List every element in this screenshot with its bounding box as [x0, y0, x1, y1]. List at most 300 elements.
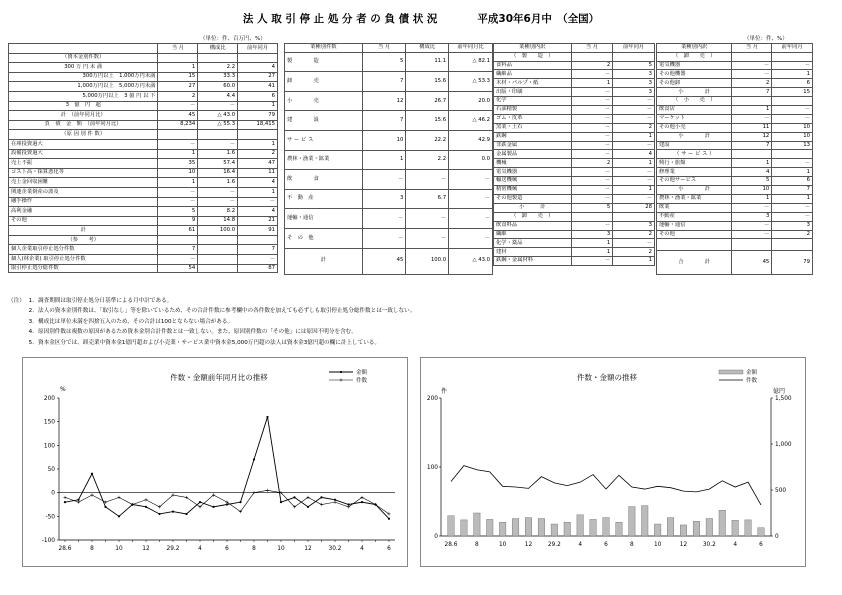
bar-amount: [745, 520, 752, 536]
row-label: （ 卸 売 ）: [657, 52, 732, 61]
row-label: 合 計: [657, 251, 732, 275]
current-value: －: [571, 132, 613, 141]
row-value: 8,234: [158, 120, 198, 130]
table-row: [9, 72, 278, 82]
column-header: 構成比: [198, 44, 238, 54]
row-value: －: [198, 101, 238, 111]
row-label: 融手操作: [9, 197, 158, 207]
row-label: 1,000万円以上 5,000万円未満: [9, 82, 158, 92]
y-tick-label: 200: [43, 396, 55, 402]
column-header: 前年同月: [238, 44, 278, 54]
previous-value: －: [613, 106, 655, 115]
row-label: 金属製品: [494, 150, 572, 159]
row-value: 87: [238, 264, 278, 273]
previous-value: 4: [613, 150, 655, 159]
bar-amount: [616, 522, 623, 536]
row-label: 関連企業倒産の波及: [9, 187, 158, 197]
bar-amount: [474, 513, 481, 536]
table-row: [9, 82, 278, 92]
row-label: 興行・旅館: [657, 159, 732, 168]
current-value: 2: [732, 79, 772, 88]
previous-value: 28: [613, 203, 655, 212]
current-value: 3: [362, 189, 406, 209]
yoy-line-chart: [23, 358, 407, 566]
row-label: 個人(林企業) 取引停止処分件数: [9, 255, 158, 265]
table-row: [657, 106, 813, 115]
industry-label: 卸 売: [285, 72, 363, 92]
table-row: [494, 97, 655, 106]
table-row: [9, 178, 278, 188]
row-label: 化学: [494, 97, 572, 106]
industry-label: 製 造: [285, 52, 363, 72]
current-value: －: [571, 186, 613, 195]
row-label: （原 因 別 件 数）: [9, 130, 158, 140]
data-point-amount: [199, 501, 201, 503]
row-label: 精密機械: [494, 186, 572, 195]
previous-value: －: [613, 239, 655, 248]
legend-label: 金額: [356, 370, 368, 376]
x-tick-label: 12: [524, 542, 533, 548]
previous-value: 1: [613, 257, 655, 266]
row-value: 4: [238, 63, 278, 73]
row-value: 1.6: [198, 178, 238, 188]
table-row: [285, 91, 493, 111]
previous-value: －: [772, 106, 813, 115]
column-header: 前年同月: [613, 44, 655, 53]
table-row: [657, 239, 813, 251]
row-label: 運輸・通信: [657, 221, 732, 230]
yoy-value: △ 82.1: [449, 52, 493, 72]
bar-amount: [499, 522, 506, 536]
x-tick-label: 8: [474, 542, 479, 548]
row-value: 1.6: [198, 149, 238, 159]
table-row: [9, 207, 278, 217]
column-header: 業種別内訳: [657, 44, 732, 53]
data-point-count: [117, 496, 120, 499]
current-value: 45: [362, 248, 406, 274]
data-point-amount: [280, 501, 282, 503]
column-header: 当 月: [571, 44, 613, 53]
current-value: 1: [732, 194, 772, 203]
ratio-value: 15.6: [406, 72, 449, 92]
industry-label: 農林・漁業・鉱業: [285, 150, 363, 170]
row-value: [198, 264, 238, 273]
table-row: [494, 248, 655, 257]
row-label: 5,000万円以上 3 億 円 以 下: [9, 91, 158, 101]
row-value: －: [158, 101, 198, 111]
row-label: 石油精製: [494, 106, 572, 115]
bar-amount: [551, 524, 558, 536]
table-row: [494, 52, 655, 61]
x-tick-label: 28.6: [444, 542, 458, 548]
row-label: その他小売: [657, 123, 732, 132]
legend-swatch: [719, 370, 743, 374]
row-value: 1: [158, 63, 198, 73]
row-label: 計: [9, 226, 158, 236]
previous-value: 3: [613, 70, 655, 79]
current-value: －: [362, 209, 406, 229]
table-row: [9, 255, 278, 265]
current-value: －: [732, 230, 772, 239]
bar-amount: [538, 519, 545, 536]
row-label: （ 卸 売 ）: [494, 212, 572, 221]
row-label: 建材: [494, 248, 572, 257]
row-value: 35: [158, 159, 198, 169]
current-value: －: [571, 106, 613, 115]
data-point-amount: [172, 511, 174, 513]
row-label: 不動産: [657, 212, 732, 221]
row-value: 4: [238, 178, 278, 188]
yoy-value: △ 53.3: [449, 72, 493, 92]
data-point-amount: [185, 513, 187, 515]
table-row: [494, 114, 655, 123]
current-value: 45: [732, 251, 772, 275]
previous-value: [772, 97, 813, 106]
header-row: [9, 44, 278, 54]
current-value: 1: [732, 106, 772, 115]
industry-breakdown-table-1: [493, 43, 655, 266]
previous-value: 13: [772, 141, 813, 150]
column-header: 業種別内訳: [494, 44, 572, 53]
data-point-count: [333, 501, 336, 504]
previous-value: [772, 150, 813, 159]
row-label: 建設: [657, 141, 732, 150]
header-row: [657, 44, 813, 53]
previous-value: 2: [772, 230, 813, 239]
y-tick-label: 150: [43, 419, 55, 426]
row-value: [238, 235, 278, 245]
industry-breakdown-table-2: [656, 43, 813, 275]
column-header: 前年同月: [772, 44, 813, 53]
table-row: [494, 239, 655, 248]
industry-label: 運輸・通信: [285, 209, 363, 229]
ratio-value: 6.7: [406, 189, 449, 209]
current-value: －: [571, 257, 613, 266]
previous-value: 2: [613, 123, 655, 132]
row-label: 売上金回収困難: [9, 178, 158, 188]
column-header: 構成比: [406, 44, 449, 53]
x-tick-label: 28.6: [58, 546, 72, 552]
y2-tick-label: 500: [775, 488, 787, 494]
row-value: 6: [238, 91, 278, 101]
table-row: [9, 63, 278, 73]
row-value: 45: [158, 111, 198, 121]
current-value: －: [571, 194, 613, 203]
data-point-amount: [388, 518, 390, 520]
current-value: －: [732, 203, 772, 212]
previous-value: －: [613, 114, 655, 123]
row-label: 電気機器: [494, 168, 572, 177]
table-row: [494, 88, 655, 97]
current-value: －: [571, 221, 613, 230]
yoy-chart-box: [22, 357, 408, 567]
table-row: [494, 186, 655, 195]
table-row: [494, 61, 655, 70]
current-value: 3: [571, 230, 613, 239]
data-point-amount: [91, 473, 93, 475]
table-row: [494, 70, 655, 79]
current-value: －: [732, 221, 772, 230]
table-row: [657, 132, 813, 141]
x-tick-label: 4: [733, 542, 738, 548]
current-value: －: [571, 141, 613, 150]
row-value: 79: [238, 111, 278, 121]
current-value: －: [362, 170, 406, 190]
table-row: [285, 52, 493, 72]
row-value: 18,415: [238, 120, 278, 130]
row-label: 窯業・土石: [494, 123, 572, 132]
table-row: [285, 72, 493, 92]
row-value: [198, 53, 238, 63]
current-value: 12: [362, 91, 406, 111]
row-value: 2: [158, 91, 198, 101]
table-row: [494, 106, 655, 115]
row-value: 33.3: [198, 72, 238, 82]
x-tick-label: 10: [115, 546, 123, 552]
trend-chart-box: [420, 357, 806, 567]
table-row: [657, 168, 813, 177]
row-value: 1: [238, 139, 278, 149]
table-row: [9, 53, 278, 63]
previous-value: 3: [772, 221, 813, 230]
row-value: 7: [158, 245, 198, 255]
previous-value: 3: [613, 88, 655, 97]
y2-axis-label: 億円: [773, 388, 786, 395]
row-label: 小 計: [657, 186, 732, 195]
industry-label: 飲 食: [285, 170, 363, 190]
table-row: [494, 177, 655, 186]
previous-value: 6: [772, 177, 813, 186]
previous-value: 79: [772, 251, 813, 275]
chart-title: 件数・金額の推移: [577, 373, 637, 382]
row-value: [198, 255, 238, 265]
table-row: [657, 70, 813, 79]
data-point-amount: [158, 513, 160, 515]
legend-marker: [339, 378, 342, 381]
table-row: [285, 209, 493, 229]
row-label: その他卸: [657, 79, 732, 88]
table-row: [657, 97, 813, 106]
row-label: その他サービス: [657, 177, 732, 186]
row-value: 2: [238, 149, 278, 159]
previous-value: －: [772, 61, 813, 70]
ratio-value: －: [406, 229, 449, 249]
table-row: [657, 79, 813, 88]
row-label: （ 製 造 ）: [494, 52, 572, 61]
row-value: [198, 235, 238, 245]
ratio-value: 11.1: [406, 52, 449, 72]
current-value: －: [571, 168, 613, 177]
data-point-amount: [266, 416, 268, 418]
row-value: [238, 53, 278, 63]
header-row: [494, 44, 655, 53]
legend-label: 金額: [746, 370, 758, 376]
row-value: －: [238, 255, 278, 265]
table-row: [9, 101, 278, 111]
current-value: －: [362, 229, 406, 249]
row-value: 11: [238, 168, 278, 178]
x-tick-label: 30.2: [328, 546, 342, 552]
row-label: 電気機器: [657, 61, 732, 70]
table-row: [494, 141, 655, 150]
current-value: 10: [362, 131, 406, 151]
y-tick-label: 0: [434, 534, 438, 540]
row-label: 飲食料品: [494, 221, 572, 230]
capital-cause-table: [8, 43, 278, 273]
bar-amount: [590, 519, 597, 536]
industry-count-table: [284, 43, 493, 275]
row-label: 飲食店: [657, 106, 732, 115]
row-label: その他機器: [657, 70, 732, 79]
row-label: 化学・薬品: [494, 239, 572, 248]
table-row: [657, 141, 813, 150]
x-tick-label: 4: [360, 546, 364, 552]
table-row: [657, 61, 813, 70]
legend-label: 件数: [746, 378, 758, 384]
row-label: 300万円以上 1,000万円未満: [9, 72, 158, 82]
current-value: [732, 150, 772, 159]
table-row: [9, 168, 278, 178]
row-value: 8.2: [198, 207, 238, 217]
x-tick-label: 6: [387, 546, 391, 552]
bar-amount: [758, 528, 765, 536]
industry-label: 小 売: [285, 91, 363, 111]
x-tick-label: 29.2: [166, 546, 180, 552]
bar-amount: [706, 519, 713, 536]
y-axis-label: %: [60, 386, 66, 393]
data-point-amount: [118, 515, 120, 517]
y-tick-label: 100: [43, 443, 55, 450]
bar-amount: [525, 518, 532, 536]
current-value: [732, 52, 772, 61]
ratio-value: 2.2: [406, 150, 449, 170]
previous-value: －: [772, 203, 813, 212]
previous-value: 3: [613, 221, 655, 230]
row-value: 15: [158, 72, 198, 82]
row-value: 54: [158, 264, 198, 273]
bar-amount: [487, 519, 494, 536]
current-value: [571, 52, 613, 61]
period-label: 平成30年6月中 （全国）: [477, 13, 600, 25]
current-value: 1: [571, 248, 613, 257]
row-value: －: [158, 187, 198, 197]
table-row: [657, 150, 813, 159]
table-row: [9, 149, 278, 159]
row-label: 取引停止処分総件数: [9, 264, 158, 273]
y2-tick-label: 0: [775, 534, 779, 540]
row-value: 27: [158, 82, 198, 92]
x-tick-label: 30.2: [702, 542, 716, 548]
previous-value: －: [772, 212, 813, 221]
bar-amount: [654, 524, 661, 536]
x-tick-label: 29.2: [547, 542, 561, 548]
row-label: （ 小 売 ）: [657, 97, 732, 106]
current-value: －: [732, 114, 772, 123]
table-row: [285, 131, 493, 151]
previous-value: 10: [772, 123, 813, 132]
y-tick-label: 50: [47, 467, 55, 473]
table-row: [494, 212, 655, 221]
x-tick-label: 12: [304, 546, 312, 552]
industry-label: 建 設: [285, 111, 363, 131]
current-value: 11: [732, 123, 772, 132]
bar-amount: [577, 515, 584, 536]
column-header: 当 月: [732, 44, 772, 53]
row-label: 繊維品: [494, 70, 572, 79]
ratio-value: 26.7: [406, 91, 449, 111]
table-row: [657, 212, 813, 221]
table-row: [285, 229, 493, 249]
data-point-count: [63, 496, 66, 499]
current-value: －: [571, 70, 613, 79]
previous-value: 5: [613, 61, 655, 70]
trend-bar-line-chart: [421, 358, 805, 566]
row-label: その他製造: [494, 194, 572, 203]
row-label: 負 債 金 額 （前年同月比）: [9, 120, 158, 130]
table-row: [494, 123, 655, 132]
row-value: 10: [158, 168, 198, 178]
x-tick-label: 4: [578, 542, 583, 548]
row-label: 農林・漁業・鉱業: [657, 194, 732, 203]
unit-note-right: （単位：件、%）: [744, 36, 788, 42]
industry-label: 計: [285, 248, 363, 274]
previous-value: 1: [772, 70, 813, 79]
row-value: [158, 130, 198, 140]
table-row: [494, 257, 655, 266]
row-label: 食料品: [494, 61, 572, 70]
ratio-value: 100.0: [406, 248, 449, 274]
data-point-amount: [253, 458, 255, 460]
row-value: 47: [238, 159, 278, 169]
current-value: 1: [732, 159, 772, 168]
data-point-amount: [293, 496, 295, 498]
row-value: －: [198, 197, 238, 207]
table-row: [494, 132, 655, 141]
bar-amount: [629, 507, 636, 536]
x-tick-label: 6: [604, 542, 608, 548]
row-value: 1: [238, 101, 278, 111]
row-label: 小 計: [657, 88, 732, 97]
yoy-value: －: [449, 209, 493, 229]
yoy-value: 42.9: [449, 131, 493, 151]
previous-value: 1: [772, 168, 813, 177]
x-tick-label: 10: [498, 542, 507, 548]
row-label: 小 計: [657, 132, 732, 141]
x-tick-label: 12: [679, 542, 688, 548]
yoy-value: －: [449, 189, 493, 209]
previous-value: 15: [772, 88, 813, 97]
yoy-value: △ 43.0: [449, 248, 493, 274]
yoy-value: －: [449, 229, 493, 249]
table-row: [285, 248, 493, 274]
previous-value: －: [613, 177, 655, 186]
table-row: [657, 230, 813, 239]
table-row: [657, 203, 813, 212]
table-row: [494, 79, 655, 88]
row-value: －: [198, 187, 238, 197]
row-value: 57.4: [198, 159, 238, 169]
table-row: [9, 197, 278, 207]
table-row: [657, 114, 813, 123]
bar-amount: [667, 518, 674, 536]
previous-value: 1: [613, 186, 655, 195]
table-row: [9, 216, 278, 226]
data-point-amount: [320, 496, 322, 498]
ratio-value: －: [406, 170, 449, 190]
notes: （注） 1. 調査期間は取引停止処分日基準による月中計である。 2. 法人の資本金別件数は、「取引なし」等を除いているため、その合計件数に参考欄中の各件数を加えても必ずしも取引停止処分総件数とは一致しない。 3. 構成比は単位未満を四捨五入のため、その合計は100とならない場合がある。 4. 原因別件数は複数の原因があるため資本金別合計件数とは一致しない。また、原因別件数の「その他」には原因不明分を含む。 5. 資本金区分では、卸売業中資本金1億円超および小売業・サービス業中資本金5,000万円超の法人は資本金3億円超の欄に計上している。: [8, 298, 416, 346]
row-value: 1: [238, 187, 278, 197]
row-label: 設備投資過大: [9, 149, 158, 159]
